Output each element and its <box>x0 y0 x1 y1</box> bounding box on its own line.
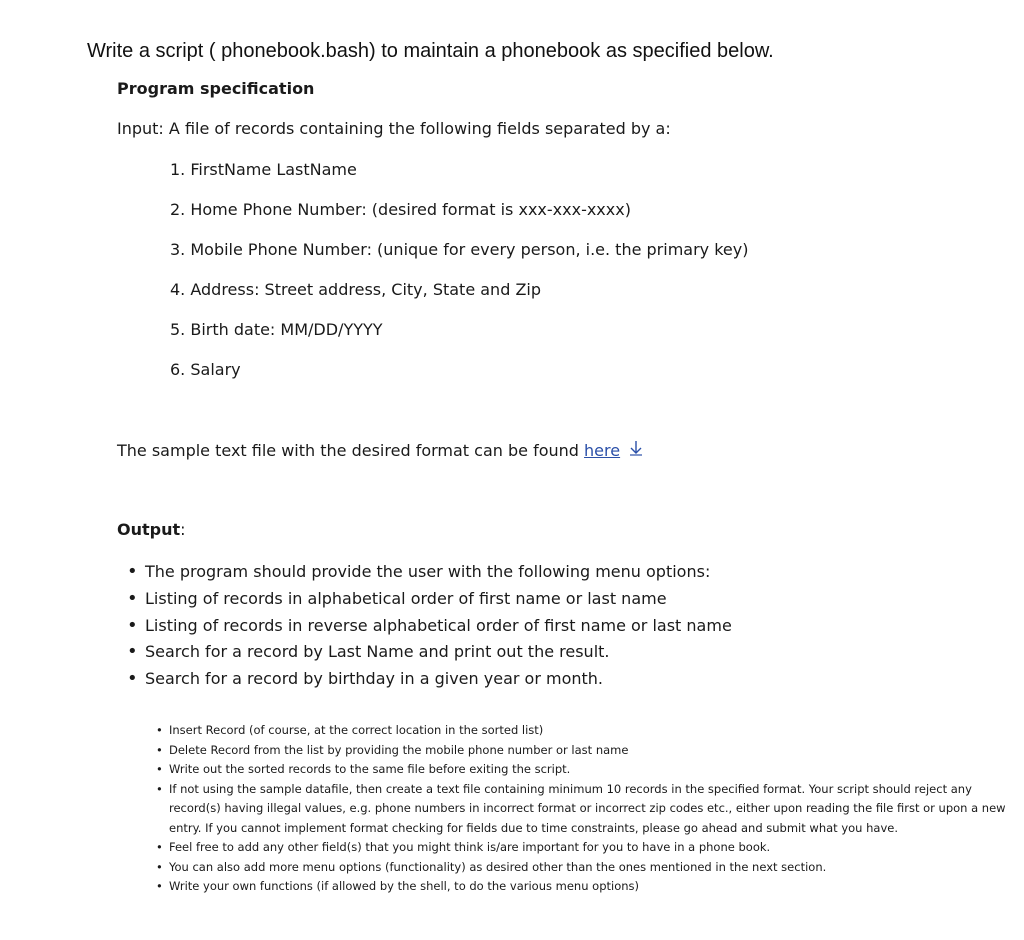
field-item: 1. FirstName LastName <box>170 160 357 179</box>
requirement-item: • Delete Record from the list by providing the mobile phone number or last name <box>153 741 1013 761</box>
sample-file-text: The sample text file with the desired format can be found <box>117 441 579 460</box>
requirement-item: • If not using the sample datafile, then create a text file containing minimum 10 records in the specified format. Your script should reject any record(s) having illegal values, e.g. phone numbers in incorrect format or incorrect zip codes etc., either upon reading the file first or upon a new entry. If you cannot implement format checking for fields due to time constraints, please go ahead and submit what you have. <box>153 780 1013 839</box>
requirement-item: • Insert Record (of course, at the correct location in the sorted list) <box>153 721 1013 741</box>
field-item: 4. Address: Street address, City, State and Zip <box>170 280 541 299</box>
output-title <box>117 520 186 539</box>
requirement-item: • Write your own functions (if allowed by the shell, to do the various menu options) <box>153 877 1013 897</box>
menu-option-item: • Listing of records in alphabetical order of first name or last name <box>117 587 732 614</box>
requirement-item: • You can also add more menu options (functionality) as desired other than the ones mentioned in the next section. <box>153 858 1013 878</box>
assignment-heading: Write a script ( phonebook.bash) to maintain a phonebook as specified below. <box>87 40 774 62</box>
output-label: Output <box>117 520 181 539</box>
field-item: 2. Home Phone Number: (desired format is xxx-xxx-xxxx) <box>170 200 631 219</box>
output-colon: : <box>180 520 186 539</box>
field-item: 5. Birth date: MM/DD/YYYY <box>170 320 383 339</box>
sample-file-link[interactable]: here <box>584 441 621 460</box>
menu-option-item: • Search for a record by birthday in a given year or month. <box>117 667 732 694</box>
menu-options-list <box>117 560 732 694</box>
field-item: 3. Mobile Phone Number: (unique for every person, i.e. the primary key) <box>170 240 749 259</box>
menu-option-item: • Listing of records in reverse alphabetical order of first name or last name <box>117 614 732 641</box>
download-arrow-icon[interactable] <box>629 440 643 460</box>
menu-option-item: • Search for a record by Last Name and print out the result. <box>117 640 732 667</box>
program-specification-title: Program specification <box>117 79 315 98</box>
record-fields-list <box>170 159 748 399</box>
requirement-item: • Feel free to add any other field(s) that you might think is/are important for you to have in a phone book. <box>153 838 1013 858</box>
sample-file-line <box>117 440 643 460</box>
menu-option-item: • The program should provide the user with the following menu options: <box>117 560 732 587</box>
input-description: Input: A file of records containing the following fields separated by a: <box>117 119 671 138</box>
additional-requirements-list <box>153 721 1013 897</box>
requirement-item: • Write out the sorted records to the same file before exiting the script. <box>153 760 1013 780</box>
field-item: 6. Salary <box>170 360 241 379</box>
